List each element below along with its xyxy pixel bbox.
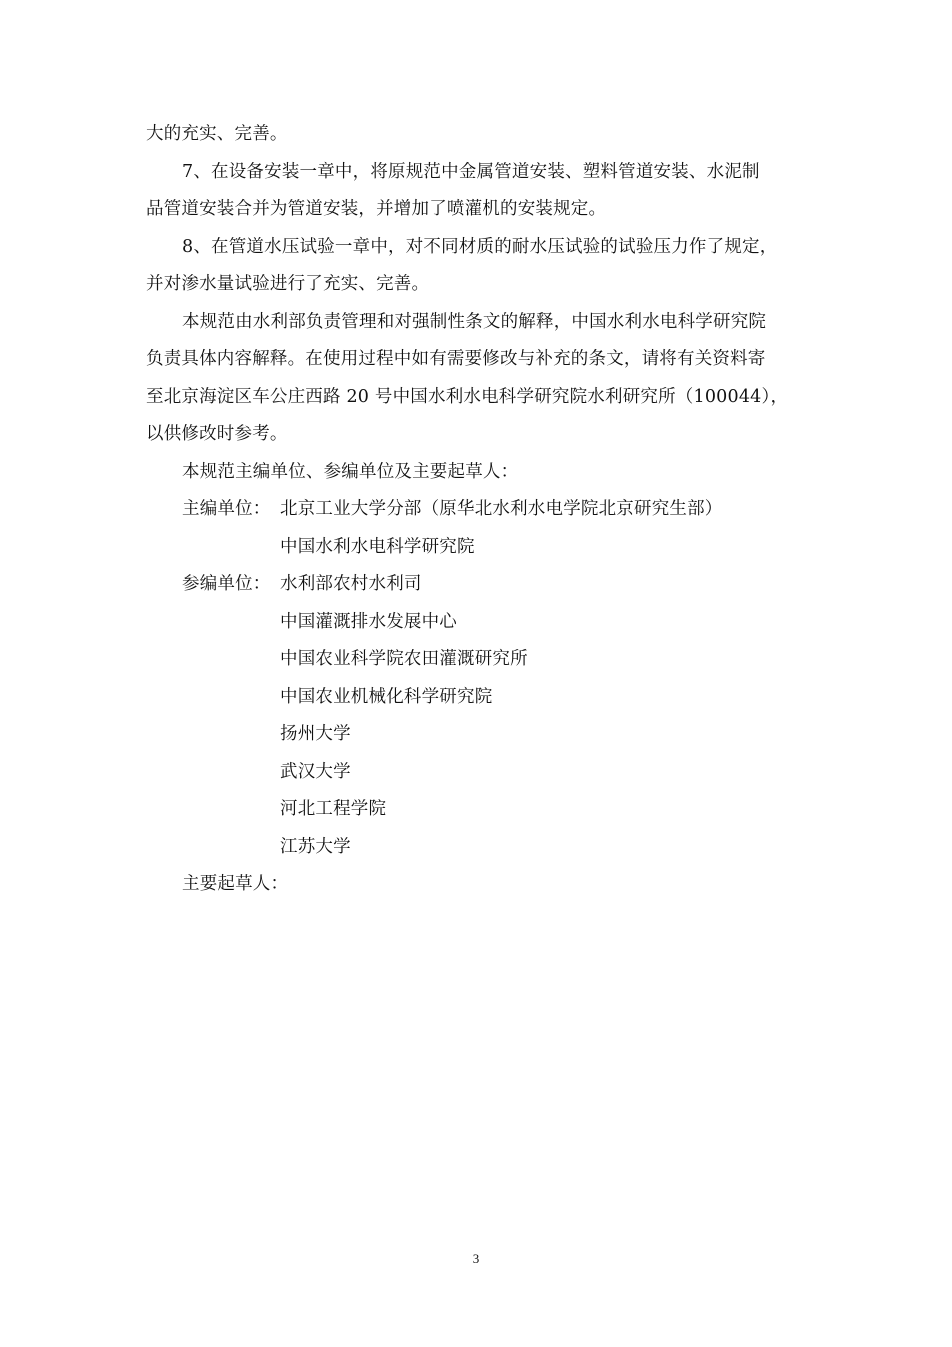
text-line: 并对渗水量试验进行了充实、完善。 [146,274,430,294]
text-line: 本规范主编单位、参编单位及主要起草人： [182,461,519,482]
chief-units-block [146,491,812,566]
paragraph-item-8 [146,229,812,304]
unit-item: 中国农业科学院农田灌溉研究所 [280,649,528,669]
participating-units-block [146,566,812,866]
unit-item: 河北工程学院 [280,799,387,819]
participating-units-list [280,566,528,866]
text-line: 本规范由水利部负责管理和对强制性条文的解释，中国水利水电科学研究院 [182,311,767,332]
chief-units-label: 主编单位： [182,499,271,519]
drafters-label: 主要起草人： [182,874,289,894]
unit-item: 武汉大学 [280,761,351,782]
page-body [146,116,812,904]
text-line: 8、在管道水压试验一章中，对不同材质的耐水压试验的试验压力作了规定， [182,236,778,257]
unit-item: 扬州大学 [280,724,351,744]
text-line: 以供修改时参考。 [146,424,288,444]
text-line: 大的充实、完善。 [146,124,288,144]
unit-item: 中国灌溉排水发展中心 [280,611,457,632]
page-number: 3 [472,1251,480,1266]
unit-item: 中国水利水电科学研究院 [280,536,475,557]
paragraph-management [146,304,812,454]
unit-item: 水利部农村水利司 [280,574,422,594]
paragraph-units-intro [146,454,812,492]
text-line: 至北京海淀区车公庄西路 20 号中国水利水电科学研究院水利研究所（100044）， [146,386,789,407]
unit-item: 中国农业机械化科学研究院 [280,686,493,707]
text-line: 品管道安装合并为管道安装，并增加了喷灌机的安装规定。 [146,199,607,219]
unit-item: 北京工业大学分部（原华北水利水电学院北京研究生部） [280,499,723,519]
participating-units-label: 参编单位： [182,574,271,594]
unit-item: 江苏大学 [280,836,351,857]
paragraph-continuation [146,116,812,154]
text-line: 负责具体内容解释。在使用过程中如有需要修改与补充的条文，请将有关资料寄 [146,349,766,369]
text-line: 7、在设备安装一章中，将原规范中金属管道安装、塑料管道安装、水泥制 [182,161,760,182]
chief-units-list [280,491,723,566]
paragraph-item-7 [146,154,812,229]
